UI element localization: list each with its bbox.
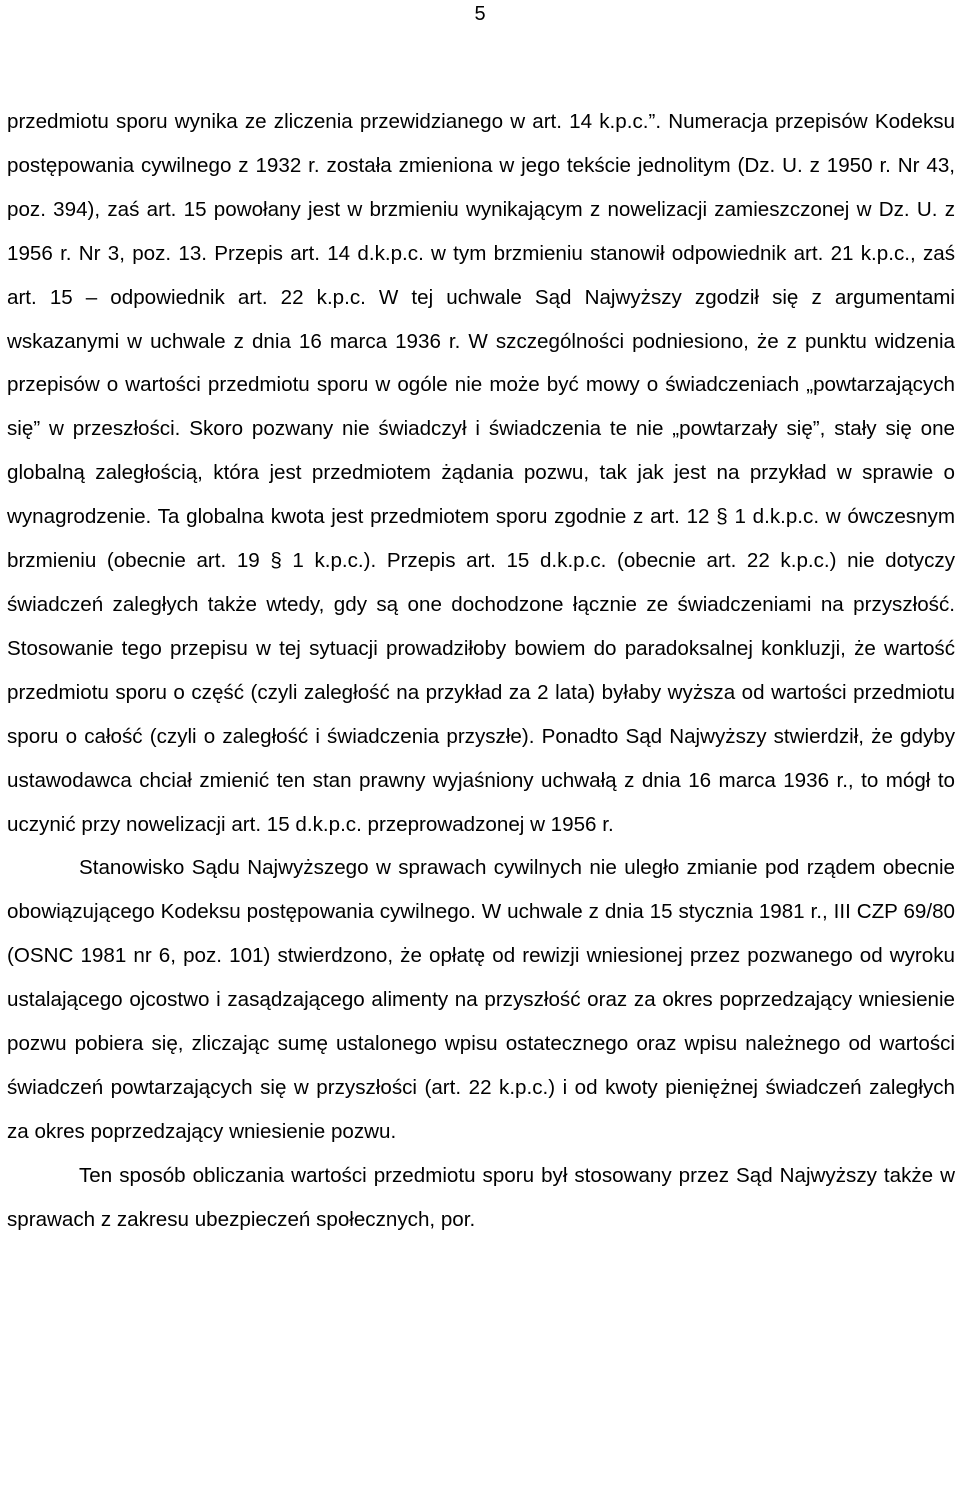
paragraph-1: przedmiotu sporu wynika ze zliczenia przewidzianego w art. 14 k.p.c.”. Numeracja przepisów Kodeksu postępowania cywilnego z 1932 r. została zmieniona w jego tekście jednolitym (Dz. U. z 1950 r. Nr 43, poz. 394), zaś art. 15 powołany jest w brzmieniu wynikającym z nowelizacji zamieszczonej w Dz. U. z 1956 r. Nr 3, poz. 13. Przepis art. 14 d.k.p.c. w tym brzmieniu stanowił odpowiednik art. 21 k.p.c., zaś art. 15 – odpowiednik art. 22 k.p.c. W tej uchwale Sąd Najwyższy zgodził się z argumentami wskazanymi w uchwale z dnia 16 marca 1936 r. W szczególności podniesiono, że z punktu widzenia przepisów o wartości przedmiotu sporu w ogóle nie może być mowy o świadczeniach „powtarzających się” w przeszłości. Skoro pozwany nie świadczył i świadczenia te nie „powtarzały się”, stały się one globalną zaległością, która jest przedmiotem żądania pozwu, tak jak jest na przykład w sprawie o wynagrodzenie. Ta globalna kwota jest przedmiotem sporu zgodnie z art. 12 § 1 d.k.p.c. w ówczesnym brzmieniu (obecnie art. 19 § 1 k.p.c.). Przepis art. 15 d.k.p.c. (obecnie art. 22 k.p.c.) nie dotyczy świadczeń zaległych także wtedy, gdy są one dochodzone łącznie ze świadczeniami na przyszłość. Stosowanie tego przepisu w tej sytuacji prowadziłoby bowiem do paradoksalnej konkluzji, że wartość przedmiotu sporu o część (czyli zaległość na przykład za 2 lata) byłaby wyższa od wartości przedmiotu sporu o całość (czyli o zaległość i świadczenia przyszłe). Ponadto Sąd Najwyższy stwierdził, że gdyby ustawodawca chciał zmienić ten stan prawny wyjaśniony uchwałą z dnia 16 marca 1936 r., to mógł to uczynić przy nowelizacji art. 15 d.k.p.c. przeprowadzonej w 1956 r. — [7, 110, 955, 836]
paragraph-2: Stanowisko Sądu Najwyższego w sprawach cywilnych nie uległo zmianie pod rządem obecnie obowiązującego Kodeksu postępowania cywilnego. W uchwale z dnia 15 stycznia 1981 r., III CZP 69/80 (OSNC 1981 nr 6, poz. 101) stwierdzono, że opłatę od rewizji wniesionej przez pozwanego od wyroku ustalającego ojcostwo i zasądzającego alimenty na przyszłość oraz za okres poprzedzający wniesienie pozwu pobiera się, zliczając sumę ustalonego wpisu ostatecznego oraz wpisu należnego od wartości świadczeń powtarzających się w przyszłości (art. 22 k.p.c.) i od kwoty pieniężnej świadczeń zaległych za okres poprzedzający wniesienie pozwu. — [7, 856, 955, 1143]
paragraph-3: Ten sposób obliczania wartości przedmiotu sporu był stosowany przez Sąd Najwyższy także w sprawach z zakresu ubezpieczeń społecznych, por. — [7, 1163, 955, 1231]
page-number: 5 — [474, 3, 486, 25]
document-body — [7, 100, 955, 1242]
